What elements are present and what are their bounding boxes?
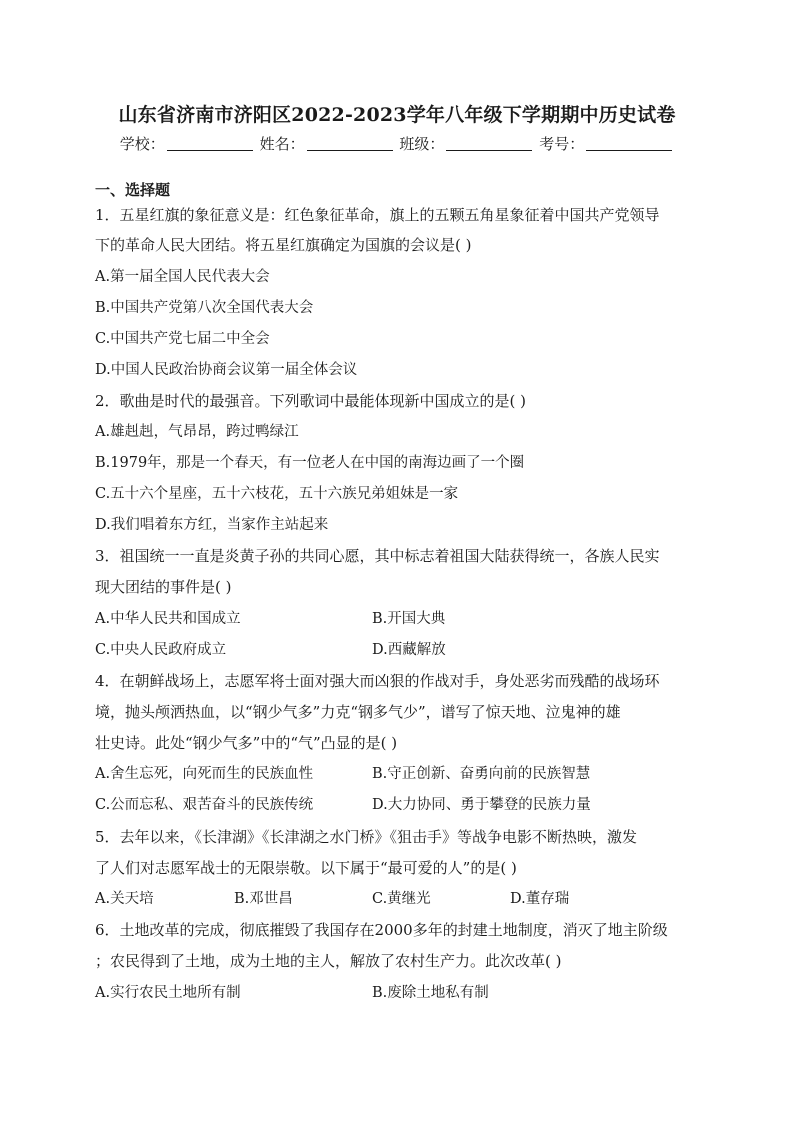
question-6-option-a[interactable]: A.实行农民土地所有制 [95,985,241,1001]
question-3-option-c[interactable]: C.中央人民政府成立 [95,642,227,658]
question-4-option-d[interactable]: D.大力协同、勇于攀登的民族力量 [372,797,591,813]
question-3-line-2: 现大团结的事件是( ) [95,578,232,596]
question-4-line-1: 4．在朝鲜战场上，志愿军将士面对强大而凶狠的作战对手，身处恶劣而残酷的战场环 [95,672,660,690]
question-1-line-2: 下的革命人民大团结。将五星红旗确定为国旗的会议是( ) [95,236,472,254]
question-6-line-2: ；农民得到了土地，成为土地的主人，解放了农村生产力。此次改革( ) [95,952,562,970]
question-5-option-c[interactable]: C.黄继光 [372,891,431,907]
name-blank[interactable] [307,136,393,151]
question-1-option-b[interactable]: B.中国共产党第八次全国代表大会 [95,300,314,316]
question-5-option-b[interactable]: B.邓世昌 [234,891,293,907]
question-3-line-1: 3．祖国统一一直是炎黄子孙的共同心愿，其中标志着祖国大陆获得统一，各族人民实 [95,547,660,565]
class-blank[interactable] [446,136,532,151]
question-5-line-2: 了人们对志愿军战士的无限崇敬。以下属于“最可爱的人”的是( ) [95,859,517,877]
question-2-option-d[interactable]: D.我们唱着东方红，当家作主站起来 [95,517,329,533]
question-5-option-a[interactable]: A.关天培 [95,891,154,907]
question-1-line-1: 1．五星红旗的象征意义是：红色象征革命，旗上的五颗五角星象征着中国共产党领导 [95,206,660,224]
question-6-option-b[interactable]: B.废除土地私有制 [372,985,489,1001]
question-5-line-1: 5．去年以来，《长津湖》《长津湖之水门桥》《狙击手》等战争电影不断热映，激发 [95,828,638,846]
school-blank[interactable] [167,136,253,151]
question-2-option-c[interactable]: C.五十六个星座，五十六枝花，五十六族兄弟姐妹是一家 [95,486,459,502]
question-4-option-c[interactable]: C.公而忘私、艰苦奋斗的民族传统 [95,797,314,813]
question-4-line-3: 壮史诗。此处“钢少气多”中的“气”凸显的是( ) [95,734,398,752]
question-1-option-a[interactable]: A.第一届全国人民代表大会 [95,269,270,285]
question-4-line-2: 境，抛头颅洒热血，以“钢少气多”力克“钢多气少”，谱写了惊天地、泣鬼神的雄 [95,703,621,721]
question-2-option-b[interactable]: B.1979年，那是一个春天，有一位老人在中国的南海边画了一个圈 [95,455,525,471]
question-2-option-a[interactable]: A.雄赳赳，气昂昂，跨过鸭绿江 [95,424,299,440]
student-info-line [0,133,794,154]
question-2-line-1: 2．歌曲是时代的最强音。下列歌词中最能体现新中国成立的是( ) [95,392,527,410]
question-4-option-a[interactable]: A.舍生忘死，向死而生的民族血性 [95,766,314,782]
class-label: 班级： [399,135,445,153]
page-title: 山东省济南市济阳区2022-2023学年八年级下学期期中历史试卷 [118,104,676,126]
question-4-option-b[interactable]: B.守正创新、奋勇向前的民族智慧 [372,766,591,782]
question-1-option-d[interactable]: D.中国人民政治协商会议第一届全体会议 [95,362,358,378]
question-5-option-d[interactable]: D.董存瑞 [510,891,570,907]
question-1-option-c[interactable]: C.中国共产党七届二中全会 [95,331,270,347]
number-label: 考号： [539,135,585,153]
question-3-option-d[interactable]: D.西藏解放 [372,642,446,658]
number-blank[interactable] [586,136,672,151]
school-label: 学校： [119,135,165,153]
section-heading: 一、选择题 [95,181,171,199]
question-3-option-b[interactable]: B.开国大典 [372,611,446,627]
question-3-option-a[interactable]: A.中华人民共和国成立 [95,611,241,627]
question-6-line-1: 6．土地改革的完成，彻底摧毁了我国存在2000多年的封建土地制度，消灭了地主阶级 [95,921,668,939]
name-label: 姓名： [259,135,305,153]
